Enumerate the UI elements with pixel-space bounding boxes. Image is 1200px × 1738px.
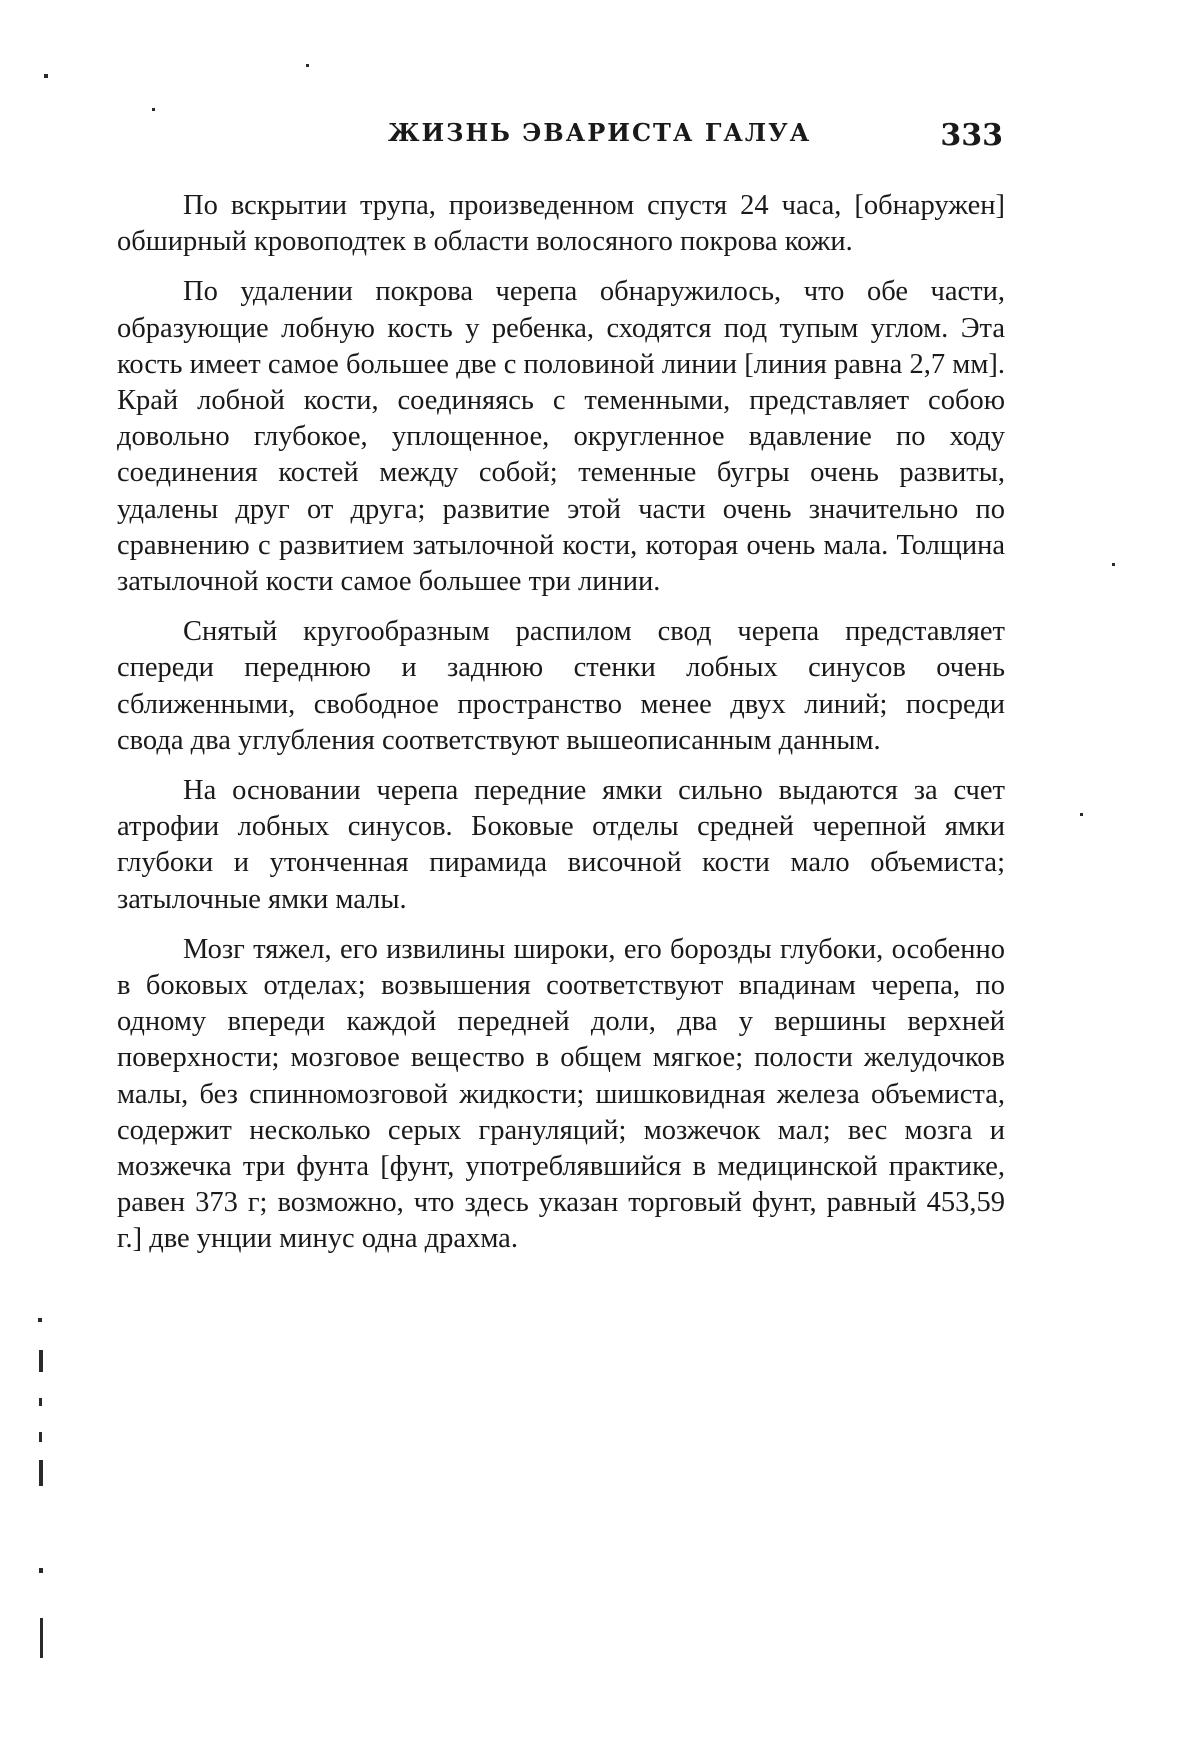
margin-mark (39, 1432, 42, 1442)
margin-mark (38, 1318, 42, 1322)
scan-speck (152, 108, 155, 111)
margin-mark (39, 1460, 43, 1486)
paragraph-3: Снятый кругообразным распилом свод черепа представляет спереди переднюю и заднюю стенки лобных синусов очень сближенными, свободное пространство менее двух линий; посреди свода два углубления соответствуют вышеописанным данным. (117, 616, 1005, 756)
scan-speck (1112, 563, 1115, 566)
margin-mark (39, 1398, 42, 1406)
margin-mark (39, 1350, 43, 1372)
scan-speck (1080, 813, 1083, 816)
body-text (117, 188, 1005, 1272)
scan-speck (44, 74, 48, 78)
margin-mark (40, 1618, 43, 1658)
scan-speck (306, 64, 309, 67)
paragraph-1: По вскрытии трупа, произведенном спустя 24 часа, [обнаружен] обширный кровоподтек в области волосяного покрова кожи. (117, 190, 1005, 258)
paragraph-5: Мозг тяжел, его извилины широки, его борозды глубоки, особенно в боковых отделах; возвышения соответствуют впадинам черепа, по одному впереди каждой передней доли, два у вершины верхней поверхности; мозговое вещество в общем мягкое; полости желудочков малы, без спинномозговой жидкости; шишковидная железа объемиста, содержит несколько серых грануляций; мозжечок мал; вес мозга и мозжечка три фунта [фунт, употреблявшийся в медицинской практике, равен 373 г; возможно, что здесь указан торговый фунт, равный 453,59 г.] две унции минус одна драхма. (117, 933, 1005, 1255)
paragraph-4: На основании черепа передние ямки сильно выдаются за счет атрофии лобных синусов. Боковые отделы средней черепной ямки глубоки и утонченная пирамида височной кости мало объемиста; затылочные ямки малы. (117, 775, 1005, 915)
margin-mark (39, 1568, 43, 1573)
page-header (118, 118, 1003, 158)
running-title: ЖИЗНЬ ЭВАРИСТА ГАЛУА (388, 118, 812, 147)
paragraph-2: По удалении покрова черепа обнаружилось, что обе части, образующие лобную кость у ребенка, сходятся под тупым углом. Эта кость имеет самое большее две с половиной линии [линия равна 2,7 мм]. Край лобной кости, соединяясь с теменными, представляет собою довольно глубокое, уплощенное, округленное вдавление по ходу соединения костей между собой; теменные бугры очень развиты, удалены друг от друга; развитие этой части очень значительно по сравнению с развитием затылочной кости, которая очень мала. Толщина затылочной кости самое большее три линии. (117, 276, 1005, 598)
page-number: 333 (940, 118, 1003, 153)
